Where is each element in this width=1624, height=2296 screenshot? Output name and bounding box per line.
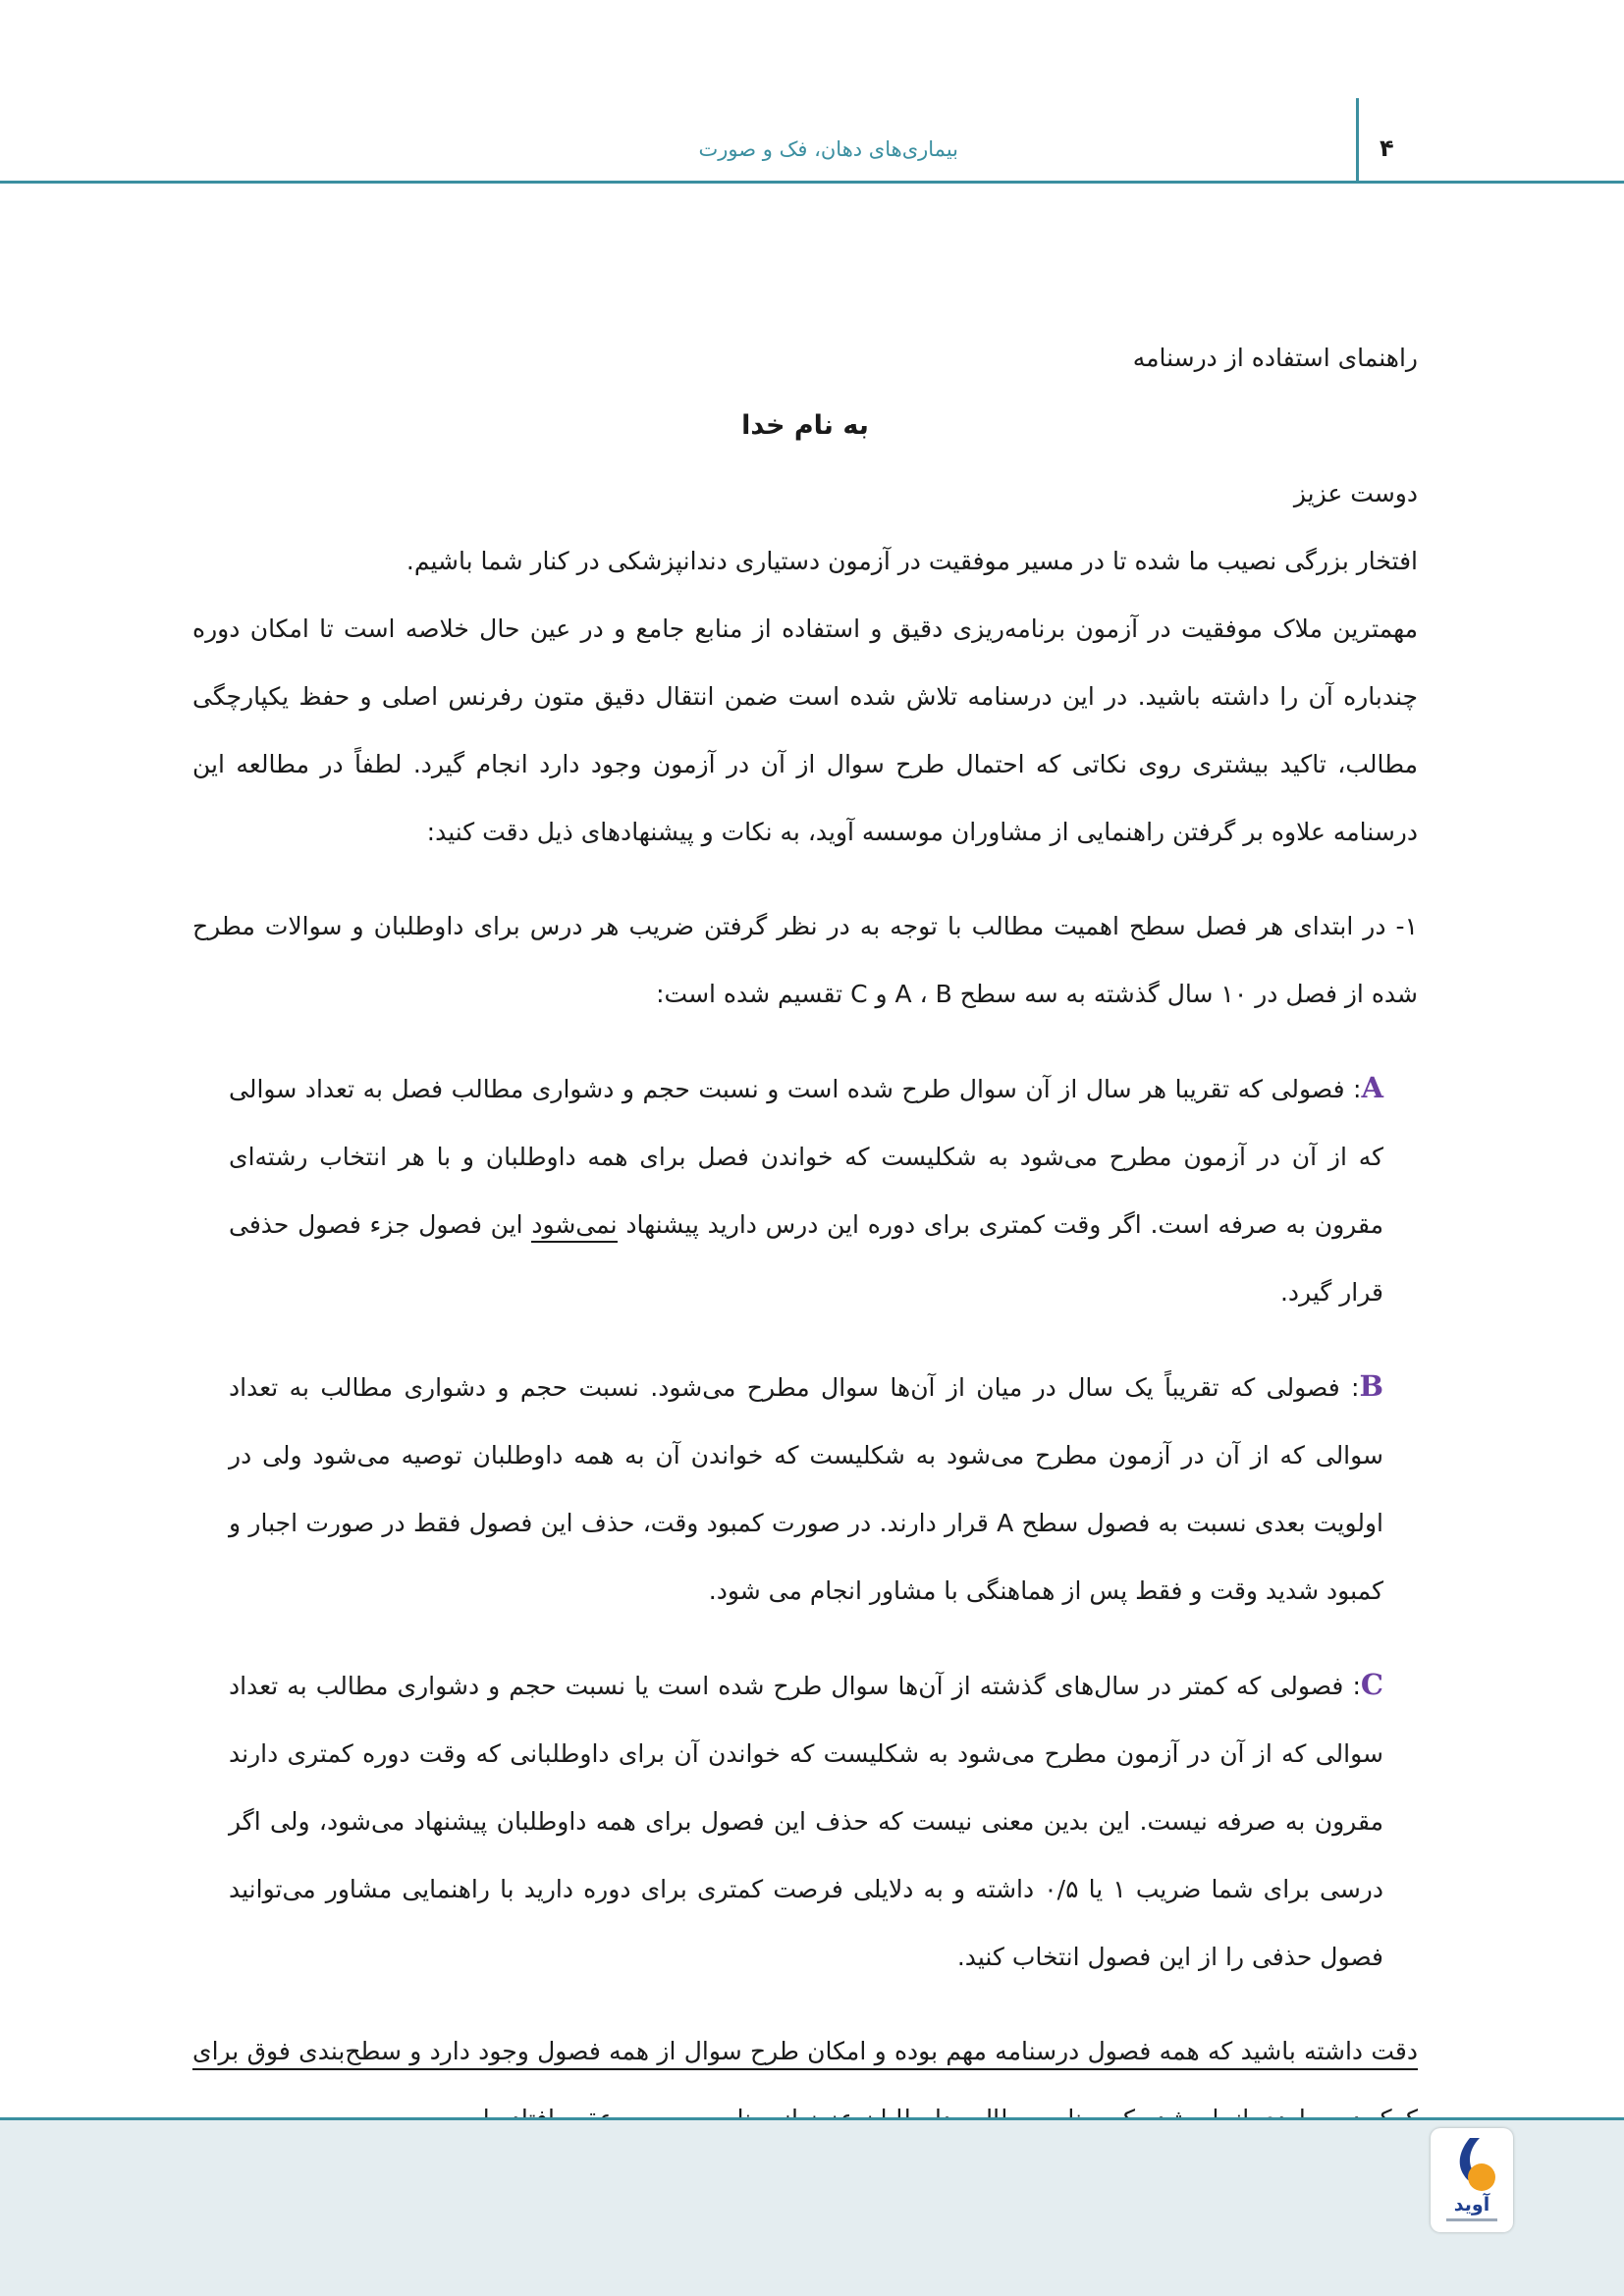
page-number: ۴ [1380, 134, 1394, 162]
level-b-letter: B [1359, 1369, 1383, 1403]
level-b-text: : فصولی که تقریباً یک سال در میان از آن‌ها سوال مطرح می‌شود. نسبت حجم و دشواری مطالب به تعداد سوالی که از آن در آزمون مطرح می‌شود به شکلیست که خواندن آن به همه داوطلبان توصیه می‌شود ولی در اولویت بعدی نسبت به فصول سطح A قرار دارند. در صورت کمبود وقت، حذف این فصول فقط در صورت اجبار و کمبود شدید وقت و فقط پس از هماهنگی با مشاور انجام می شود. [229, 1373, 1383, 1605]
avid-logo-icon [1431, 2128, 1513, 2232]
level-c-text: : فصولی که کمتر در سال‌های گذشته از آن‌ها سوال طرح شده است یا نسبت حجم و دشواری مطالب به تعداد سوالی که از آن در آزمون مطرح می‌شود به شکلیست که خواندن آن برای داوطلبانی که وقت دوره کمتری دارند مقرون به صرفه نیست. این بدین معنی نیست که حذف این فصول برای همه داوطلبان پیشنهاد می‌شود، ولی اگر درسی برای شما ضریب ۱ یا ۰/۵ داشته و به دلایلی فرصت کمتری برای دوره دارید با راهنمایی مشاور می‌توانید فصول حذفی را از این فصول انتخاب کنید. [229, 1672, 1383, 1971]
greeting: دوست عزیز [1293, 479, 1418, 507]
page-header [0, 0, 1624, 187]
level-a-text-end: این فصول جزء فصول حذفی قرار گیرد. [229, 1210, 1383, 1307]
page-body [192, 324, 1418, 2153]
avid-logo-graphic [1431, 2128, 1513, 2232]
level-c-paragraph [229, 1651, 1383, 1991]
avid-logo-wordmark: آوید [1453, 2194, 1490, 2216]
header-rule [0, 181, 1624, 184]
guidance-paragraph: مهمترین ملاک موفقیت در آزمون برنامه‌ریزی دقیق و استفاده از منابع جامع و در عین حال خلاصه است تا امکان دوره چندباره آن را داشته باشید. در این درسنامه تلاش شده است ضمن انتقال دقیق متون رفرنس اصلی و حفظ یکپارچگی مطالب، تاکید بیشتری روی نکاتی که احتمال طرح سوال از آن در آزمون وجود دارد انجام گیرد. لطفاً در مطالعه این درسنامه علاوه بر گرفتن راهنمایی از مشاوران موسسه آوید، به نکات و پیشنهادهای ذیل دقت کنید: [192, 614, 1418, 846]
level-b-paragraph [229, 1353, 1383, 1625]
header-title: بیماری‌های دهان، فک و صورت [698, 137, 958, 161]
guide-title: راهنمای استفاده از درسنامه [1132, 344, 1418, 372]
footer-rule [0, 2117, 1624, 2120]
center-title: به نام خدا [741, 410, 869, 441]
header-divider [1356, 98, 1359, 184]
level-a-underlined-word: نمی‌شود [531, 1210, 617, 1243]
item-1-paragraph: ۱- در ابتدای هر فصل سطح اهمیت مطالب با توجه به در نظر گرفتن ضریب هر درس برای داوطلبان و سوالات مطرح شده از فصل در ۱۰ سال گذشته به سه سطح A ، B و C تقسیم شده است: [192, 912, 1418, 1008]
page-footer [0, 2117, 1624, 2296]
intro-paragraph: افتخار بزرگی نصیب ما شده تا در مسیر موفقیت در آزمون دستیاری دندانپزشکی در کنار شما باشیم. [406, 547, 1418, 575]
level-a-letter: A [1361, 1071, 1383, 1104]
level-a-paragraph [229, 1054, 1383, 1326]
final-note-text: دقت داشته باشید که همه فصول درسنامه مهم بوده و امکان طرح سوال از همه فصول وجود دارد و سطح‌بندی فوق برای [192, 2037, 1418, 2138]
level-a-text: : فصولی که تقریبا هر سال از آن سوال طرح شده است و نسبت حجم و دشواری مطالب فصل به تعداد سوالی که از آن در آزمون مطرح می‌شود به شکلیست که خواندن فصل برای همه داوطلبان و با هر انتخاب رشته‌ای مقرون به صرفه است. اگر وقت کمتری برای دوره این درس دارید پیشنهاد [229, 1075, 1383, 1239]
level-c-letter: C [1360, 1668, 1383, 1701]
